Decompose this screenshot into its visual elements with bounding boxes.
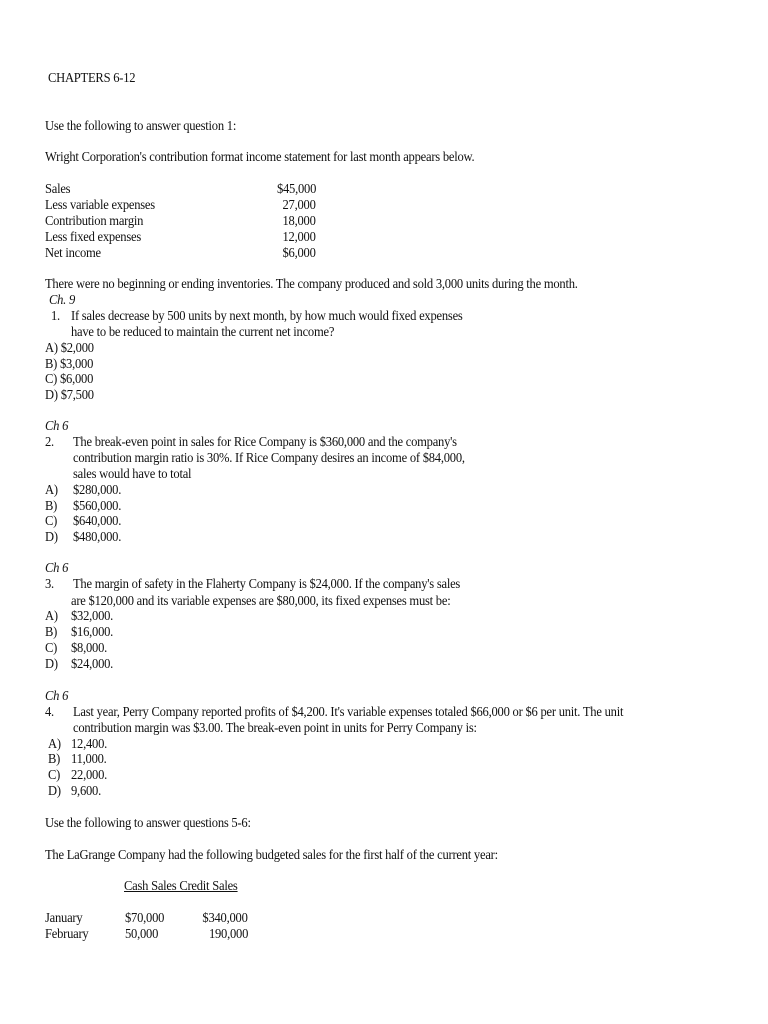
answer-option-text: 9,600. bbox=[71, 783, 101, 798]
question-text: contribution margin was $3.00. The break-even point in units for Perry Company is: bbox=[73, 720, 477, 735]
statement-value: $45,000 bbox=[276, 181, 316, 196]
answer-option-letter: A) bbox=[45, 482, 58, 497]
statement-value: 12,000 bbox=[282, 229, 316, 244]
statement-value: 27,000 bbox=[282, 197, 316, 212]
answer-option: B) $3,000 bbox=[45, 356, 94, 371]
answer-option-text: 22,000. bbox=[71, 767, 108, 782]
budget-credit-sales: 190,000 bbox=[208, 926, 248, 941]
statement-value: 18,000 bbox=[282, 213, 316, 228]
question-text: If sales decrease by 500 units by next month, by how much would fixed expenses bbox=[71, 308, 463, 323]
question-text: The break-even point in sales for Rice Company is $360,000 and the company's bbox=[73, 434, 457, 449]
answer-option-letter: D) bbox=[45, 656, 58, 671]
question-number: 2. bbox=[45, 434, 54, 449]
answer-option-text: $560,000. bbox=[73, 498, 122, 513]
answer-option-letter: B) bbox=[45, 624, 58, 639]
chapter-label: Ch 6 bbox=[45, 418, 69, 433]
budget-cash-sales: 50,000 bbox=[125, 926, 159, 941]
answer-option-text: $640,000. bbox=[73, 513, 122, 528]
answer-option-letter: C) bbox=[48, 767, 61, 782]
budget-cash-sales: $70,000 bbox=[125, 910, 165, 925]
statement-label: Less fixed expenses bbox=[45, 229, 141, 244]
answer-option: D) $7,500 bbox=[45, 387, 94, 402]
intro-note-1: There were no beginning or ending inventories. The company produced and sold 3,000 units during the month. bbox=[45, 276, 578, 291]
statement-label: Less variable expenses bbox=[45, 197, 155, 212]
budget-table-header: Cash Sales Credit Sales bbox=[124, 878, 238, 893]
question-text: are $120,000 and its variable expenses are $80,000, its fixed expenses must be: bbox=[71, 593, 451, 608]
answer-option-letter: C) bbox=[45, 513, 58, 528]
answer-option-text: $8,000. bbox=[71, 640, 108, 655]
chapter-label: Ch 6 bbox=[45, 688, 69, 703]
answer-option-letter: D) bbox=[48, 783, 61, 798]
answer-option-letter: B) bbox=[45, 498, 58, 513]
answer-option-letter: D) bbox=[45, 529, 58, 544]
chapter-label: Ch 6 bbox=[45, 560, 69, 575]
answer-option-letter: C) bbox=[45, 640, 58, 655]
answer-option-text: $480,000. bbox=[73, 529, 122, 544]
question-text: Last year, Perry Company reported profits of $4,200. It's variable expenses totaled $66,000 or $6 per unit. The unit bbox=[73, 704, 624, 719]
answer-option-text: $24,000. bbox=[71, 656, 114, 671]
budget-month: February bbox=[45, 926, 89, 941]
answer-option-text: 12,400. bbox=[71, 736, 108, 751]
question-text: have to be reduced to maintain the current net income? bbox=[71, 324, 335, 339]
answer-option-text: $32,000. bbox=[71, 608, 114, 623]
statement-label: Sales bbox=[45, 181, 71, 196]
answer-option-letter: A) bbox=[45, 608, 58, 623]
question-text: The margin of safety in the Flaherty Company is $24,000. If the company's sales bbox=[73, 576, 461, 591]
question-number: 1. bbox=[51, 308, 60, 323]
answer-option-text: $16,000. bbox=[71, 624, 114, 639]
statement-label: Contribution margin bbox=[45, 213, 144, 228]
statement-label: Net income bbox=[45, 245, 101, 260]
answer-option: C) $6,000 bbox=[45, 371, 94, 386]
intro-description-2: The LaGrange Company had the following budgeted sales for the first half of the current year: bbox=[45, 847, 498, 862]
question-number: 4. bbox=[45, 704, 54, 719]
statement-value: $6,000 bbox=[282, 245, 316, 260]
question-text: sales would have to total bbox=[73, 466, 192, 481]
intro-question-5-6: Use the following to answer questions 5-6: bbox=[45, 815, 251, 830]
answer-option-text: $280,000. bbox=[73, 482, 122, 497]
budget-credit-sales: $340,000 bbox=[202, 910, 248, 925]
budget-month: January bbox=[45, 910, 83, 925]
question-text: contribution margin ratio is 30%. If Rice Company desires an income of $84,000, bbox=[73, 450, 465, 465]
answer-option: A) $2,000 bbox=[45, 340, 94, 355]
answer-option-letter: B) bbox=[48, 751, 61, 766]
intro-question-1: Use the following to answer question 1: bbox=[45, 118, 237, 133]
intro-description-1: Wright Corporation's contribution format income statement for last month appears below. bbox=[45, 149, 475, 164]
answer-option-letter: A) bbox=[48, 736, 61, 751]
question-number: 3. bbox=[45, 576, 54, 591]
answer-option-text: 11,000. bbox=[71, 751, 107, 766]
page-title: CHAPTERS 6-12 bbox=[48, 70, 136, 85]
chapter-label: Ch. 9 bbox=[49, 292, 76, 307]
